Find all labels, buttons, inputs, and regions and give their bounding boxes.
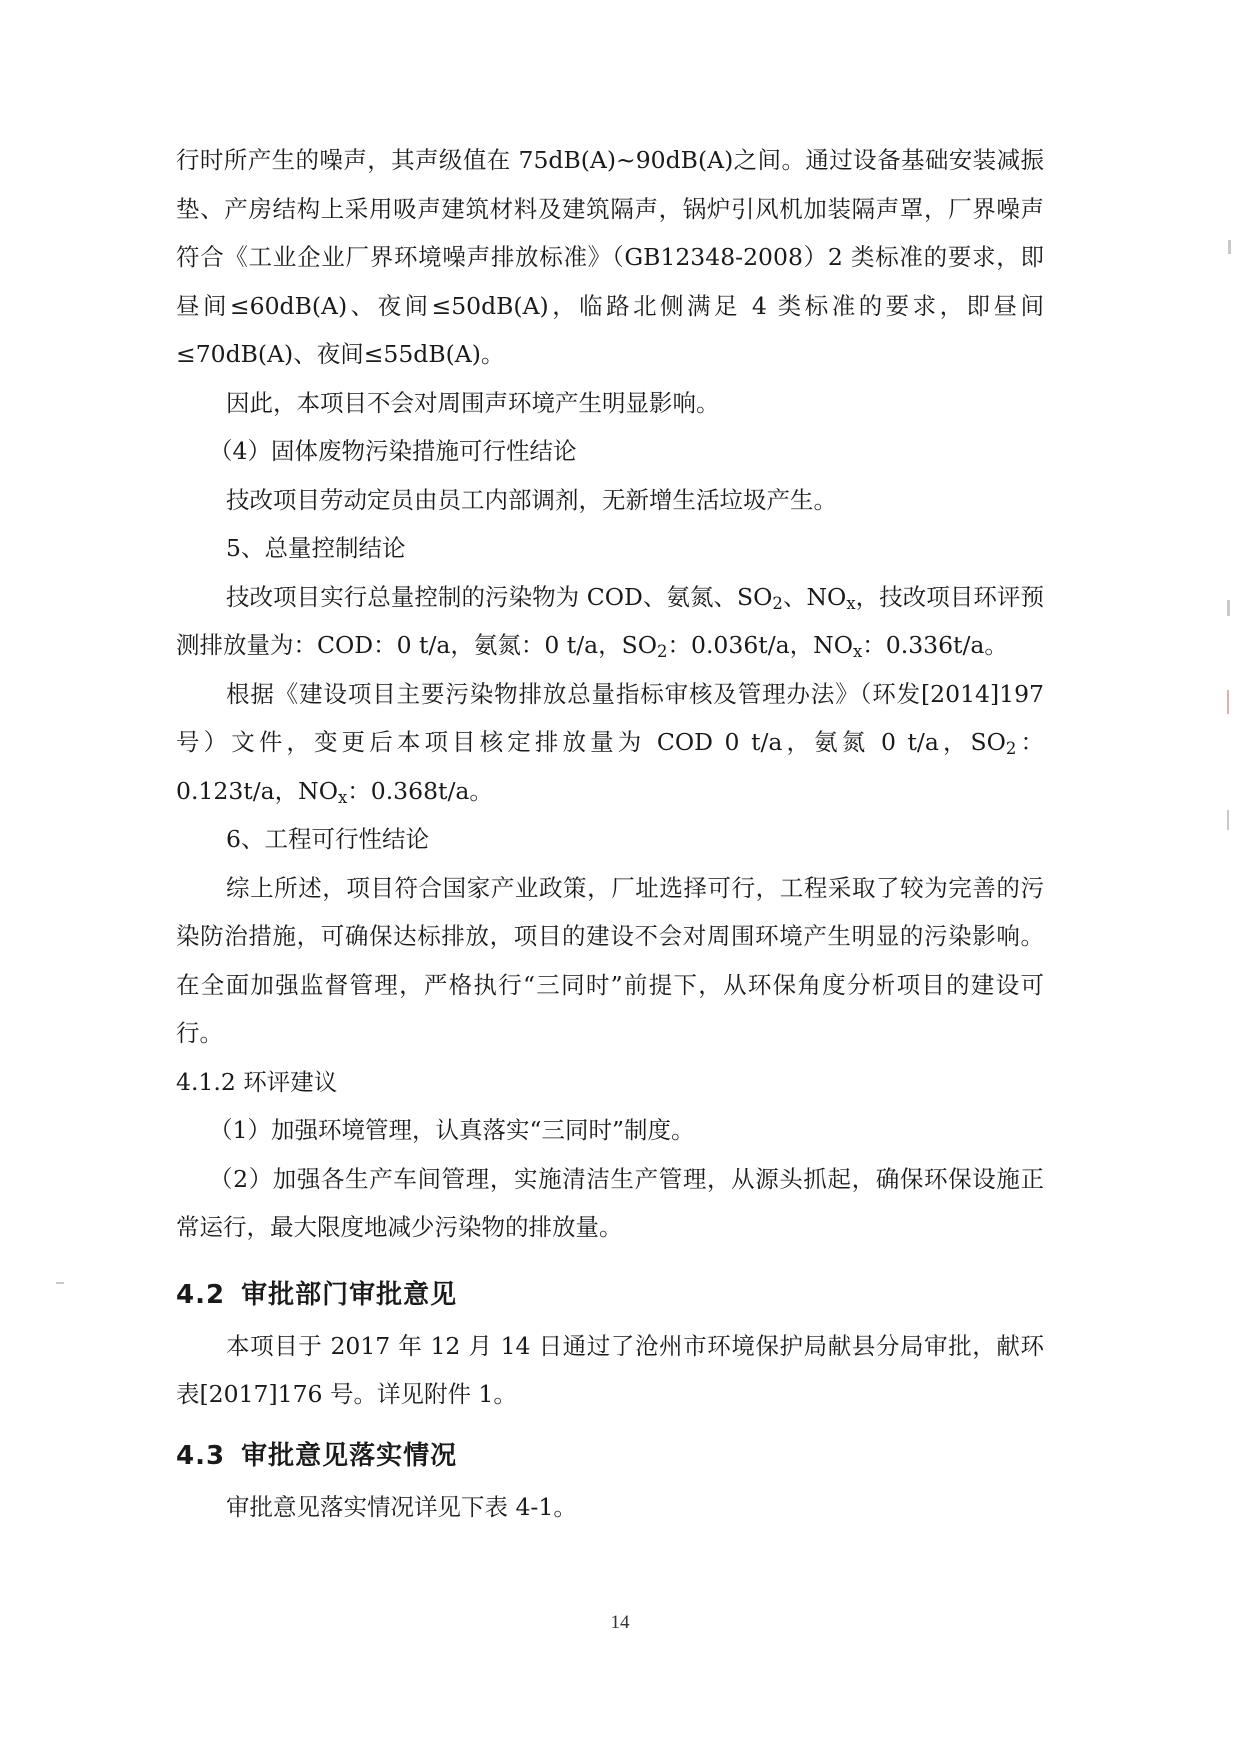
scan-artifact [1228,240,1231,254]
scan-artifact [56,1282,64,1284]
text-run: 、NO [782,582,847,611]
text-run: ：0.336t/a。 [862,631,1008,659]
scan-artifact [1227,690,1229,714]
section-4-2-body: 本项目于 2017 年 12 月 14 日通过了沧州市环境保护局献县分局审批，献环表[2017]176 号。详见附件 1。 [176,1331,1044,1408]
page-number: 14 [610,1612,630,1633]
section-4-3-heading [176,1441,1044,1471]
subsection-4-1-2-heading: 4.1.2 环评建议 [176,1067,338,1096]
subscript: x [846,593,856,613]
page-content [176,136,1044,1531]
recommendation-item-1: （1）加强环境管理，认真落实“三同时”制度。 [209,1116,695,1144]
section-number: 4.2 [176,1279,226,1310]
paragraph-total-control-approved [176,670,1044,816]
paragraph-solid-waste-heading: （4）固体废物污染措施可行性结论 [209,437,577,465]
paragraph-noise-impact: 因此，本项目不会对周围声环境产生明显影响。 [226,388,720,417]
scan-artifact [1227,600,1230,616]
paragraph-feasibility-heading: 6、工程可行性结论 [226,825,429,853]
scan-artifact [1227,810,1229,830]
recommendation-item-2: （2）加强各生产车间管理，实施清洁生产管理，从源头抓起，确保环保设施正常运行，最大限度地减少污染物的排放量。 [176,1164,1044,1241]
section-4-3-body: 审批意见落实情况详见下表 4-1。 [226,1492,577,1521]
subscript: 2 [657,642,668,661]
section-title: 审批意见落实情况 [241,1440,458,1471]
subscript: 2 [772,593,783,613]
paragraph-solid-waste: 技改项目劳动定员由员工内部调剂，无新增生活垃圾产生。 [226,485,837,514]
subscript: 2 [1005,739,1017,758]
section-title: 审批部门审批意见 [241,1279,458,1310]
text-run: ：0.368t/a。 [347,776,493,805]
paragraph-feasibility-conclusion: 综上所述，项目符合国家产业政策，厂址选择可行，工程采取了较为完善的污染防治措施，可确保达标排放，项目的建设不会对周围环境产生明显的污染影响。在全面加强监督管理，严格执行“三同时”前提下，从环保角度分析项目的建设可行。 [176,873,1044,1047]
text-run: 技改项目实行总量控制的污染物为 COD、氨氮、SO [226,582,773,611]
text-run: ：0.123t/a，NO [176,728,1044,805]
text-run: ：0.036t/a，NO [667,631,853,659]
subscript: x [853,642,863,661]
text-run: 根据《建设项目主要污染物排放总量指标审核及管理办法》（环发[2014]197 号）文件，变更后本项目核定排放量为 COD 0 t/a，氨氮 0 t/a，SO [176,679,1044,756]
section-4-2-heading [176,1280,1044,1310]
section-number: 4.3 [176,1440,226,1471]
paragraph-noise-conclusion: 行时所产生的噪声，其声级值在 75dB(A)~90dB(A)之间。通过设备基础安装减振垫、产房结构上采用吸声建筑材料及建筑隔声，锅炉引风机加装隔声罩，厂界噪声符合《工业企业厂界环境噪声排放标准》（GB12348-2008）2 类标准的要求，即昼间≤60dB(A)、夜间≤50dB(A)，临路北侧满足 4 类标准的要求，即昼间≤70dB(A)、夜间≤55dB(A)。 [176,146,1044,368]
paragraph-total-control-prediction [176,573,1044,670]
subscript: x [337,787,348,807]
text-run: ，技改项目环评预测排放量为：COD：0 t/a，氨氮：0 t/a，SO [176,582,1044,659]
paragraph-total-control-heading: 5、总量控制结论 [226,534,406,562]
